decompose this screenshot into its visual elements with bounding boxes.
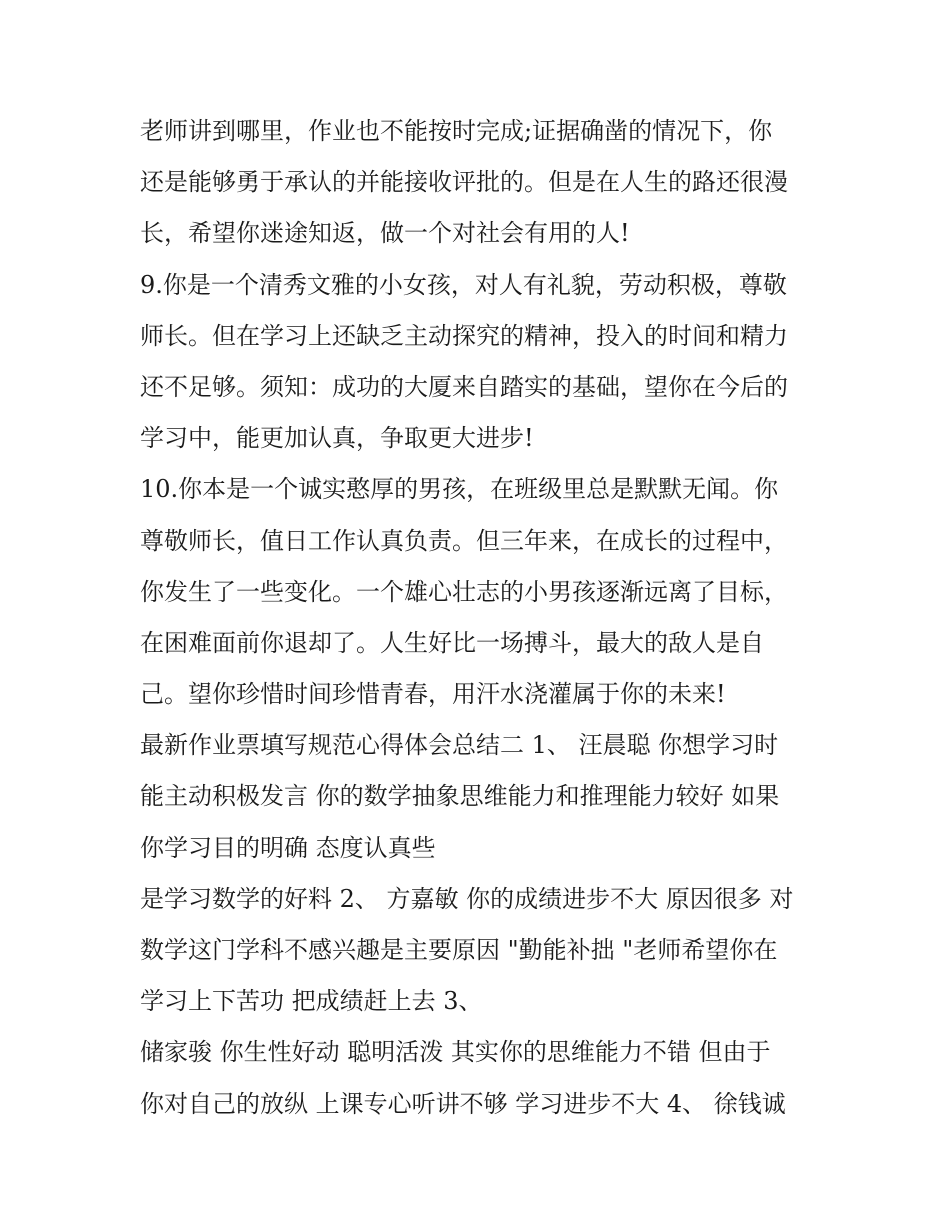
text-line: 学习中，能更加认真，争取更大进步! [140,424,534,453]
text-line: 最新作业票填写规范心得体会总结二 1、 汪晨聪 你想学习时 [140,731,779,760]
text-line: 你对自己的放纵 上课专心听讲不够 学习进步不大 4、 徐钱诚 [140,1089,786,1118]
text-line: 数学这门学科不感兴趣是主要原因 "勤能补拙 "老师希望你在 [140,936,778,964]
text-line: 还不足够。须知：成功的大厦来自踏实的基础，望你在今后的 [140,372,788,401]
text-line: 9.你是一个清秀文雅的小女孩，对人有礼貌，劳动积极，尊敬 [140,270,787,299]
text-line: 能主动积极发言 你的数学抽象思维能力和推理能力较好 如果 [140,782,780,811]
text-line: 己。望你珍惜时间珍惜青春，用汗水浇灌属于你的未来! [140,680,726,709]
text-line: 储家骏 你生性好动 聪明活泼 其实你的思维能力不错 但由于 [140,1038,771,1067]
text-line: 尊敬师长，值日工作认真负责。但三年来，在成长的过程中， [140,526,788,555]
text-line: 是学习数学的好料 2、 方嘉敏 你的成绩进步不大 原因很多 对 [140,884,794,913]
text-line: 在困难面前你退却了。人生好比一场搏斗，最大的敌人是自 [140,628,764,657]
text-line: 你学习目的明确 态度认真些 [140,833,436,862]
text-line: 你发生了一些变化。一个雄心壮志的小男孩逐渐远离了目标， [140,577,788,606]
text-line: 长，希望你迷途知返，做一个对社会有用的人! [140,219,630,248]
document-body [140,106,820,1130]
text-line: 师长。但在学习上还缺乏主动探究的精神，投入的时间和精力 [140,321,788,350]
text-line: 老师讲到哪里，作业也不能按时完成;证据确凿的情况下，你 [140,117,773,145]
text-line: 10.你本是一个诚实憨厚的男孩，在班级里总是默默无闻。你 [140,475,779,504]
text-line: 还是能够勇于承认的并能接收评批的。但是在人生的路还很漫 [140,168,788,197]
text-line: 学习上下苦功 把成绩赶上去 3、 [140,987,483,1016]
